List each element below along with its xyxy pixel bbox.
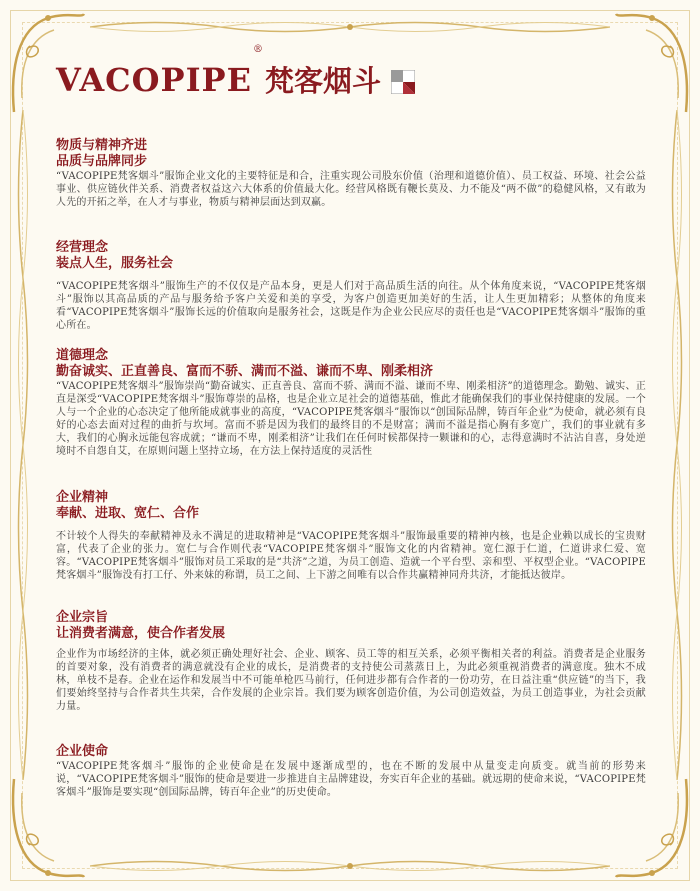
logo-english: VACOPIPE xyxy=(56,61,252,99)
section-title: 企业精神 xyxy=(56,490,109,505)
section-body: “VACOPIPE梵客烟斗”服饰生产的不仅仅是产品本身，更是人们对于高品质生活的向往。从个体角度来说，“VACOPIPE梵客烟斗”服饰以其高品质的产品与服务给予客户关爱和美的享受，为客户创造更加美好的生活，让人生更加精彩；从整体的角度来看“VACOPIPE梵客烟斗”服饰长远的价值取向是服务社会，这既是作为企业公民应尽的责任也是“VACOPIPE梵客烟斗”服饰的重心所在。 xyxy=(56,281,646,331)
section-title: 企业宗旨 xyxy=(56,610,109,625)
section-moral-philosophy xyxy=(56,348,646,458)
top-border-ornament xyxy=(90,18,610,36)
registered-mark: ® xyxy=(253,44,263,55)
left-border-ornament xyxy=(14,110,32,780)
section-subtitle: 装点人生，服务社会 xyxy=(56,256,174,271)
section-enterprise-spirit xyxy=(56,490,646,582)
section-title: 物质与精神齐进 xyxy=(56,138,148,153)
section-material-spiritual xyxy=(56,138,646,209)
bottom-border-ornament xyxy=(90,857,610,875)
section-title: 经营理念 xyxy=(56,240,109,255)
corner-ornament-top-right xyxy=(612,8,692,118)
section-body: 不计较个人得失的奉献精神及永不满足的进取精神是“VACOPIPE梵客烟斗”服饰最重要的精神内核，也是企业赖以成长的宝贵财富，代表了企业的张力。宽仁与合作则代表“VACOPIPE梵客烟斗”服饰文化的内省精神。宽仁源于仁道，仁道讲求仁爱、宽容。“VACOPIPE梵客烟斗”服饰对员工采取的是“共济”之道，为员工创造、造就一个平台型、亲和型、平权型企业。“VACOPIPE梵客烟斗”服饰没有打工仔、外来妹的称谓，员工之间、上下游之间唯有以合作共赢精神同舟共济，才能抵达彼岸。 xyxy=(56,531,646,581)
section-subtitle: 让消费者满意，使合作者发展 xyxy=(56,626,226,641)
brand-logo xyxy=(56,44,415,99)
section-enterprise-mission xyxy=(56,744,646,799)
section-body: “VACOPIPE梵客烟斗”服饰企业文化的主要特征是和合，注重实现公司股东价值（治理和道德价值）、员工权益、环境、社会公益事业、供应链伙伴关系、消费者权益这六大体系的价值最大化。经营风格既有鞭长莫及、力不能及“两不做”的稳健风格，又有敢为人先的开拓之举，在人才与事业，物质与精神层面达到双赢。 xyxy=(56,171,646,208)
section-enterprise-purpose xyxy=(56,610,646,713)
logo-chinese: 梵客烟斗 xyxy=(265,64,382,98)
section-body: “VACOPIPE梵客烟斗”服饰的企业使命是在发展中逐渐成型的，也在不断的发展中从量变走向质变。就当前的形势来说，“VACOPIPE梵客烟斗”服饰的使命是要进一步推进自主品牌建设，夯实百年企业的基础。就远期的使命来说，“VACOPIPE梵客烟斗”服饰是要实现“创国际品牌，铸百年企业”的历史使命。 xyxy=(56,761,646,798)
section-title: 道德理念 xyxy=(56,348,109,363)
right-border-ornament xyxy=(668,110,686,780)
section-subtitle: 品质与品牌同步 xyxy=(56,154,148,169)
section-subtitle: 奉献、进取、宽仁、合作 xyxy=(56,506,200,521)
section-body: “VACOPIPE梵客烟斗”服饰崇尚“勤奋诚实、正直善良、富而不骄、满而不溢、谦而不卑、刚柔相济”的道德理念。勤勉、诚实、正直是深受“VACOPIPE梵客烟斗”服饰尊崇的品格，也是企业立足社会的道德基础，惟此才能确保我们的事业保持健康的发展。一个人与一个企业的心态决定了他所能成就事业的高度，“VACOPIPE梵客烟斗”服饰以“创国际品牌，铸百年企业”为使命，就必须有良好的心态去面对过程的曲折与坎坷。富而不骄是因为我们的最终目的不是财富；满而不溢是指心胸有多宽广，我们的事业就有多大，我们的心胸永远能包容成就；“谦而不卑，刚柔相济”让我们在任何时候都保持一颗谦和的心，志得意满时不沾沾自喜，身处逆境时不自怨自艾，在原则问题上坚持立场，在方法上保持适度的灵活性 xyxy=(56,381,646,457)
logo-square-icon xyxy=(391,70,415,94)
section-title: 企业使命 xyxy=(56,744,109,759)
section-body: 企业作为市场经济的主体，就必须正确处理好社会、企业、顾客、员工等的相互关系，必须平衡相关者的利益。消费者是企业服务的首要对象，没有消费者的满意就没有企业的成长，是消费者的支持使公司蒸蒸日上，为此必须重视消费者的满意度。独木不成林，单枝不是春。企业在运作和发展当中不可能单枪匹马前行，任何进步都有合作者的一份功劳，在日益注重“供应链”的当下，我们要始终坚持与合作者共生共荣，合作发展的企业宗旨。我们要为顾客创造价值，为公司创造效益，为员工创造事业，为社会贡献力量。 xyxy=(56,649,646,712)
section-subtitle: 勤奋诚实、正直善良、富而不骄、满而不溢、谦而不卑、刚柔相济 xyxy=(56,364,434,379)
section-business-philosophy xyxy=(56,240,646,332)
